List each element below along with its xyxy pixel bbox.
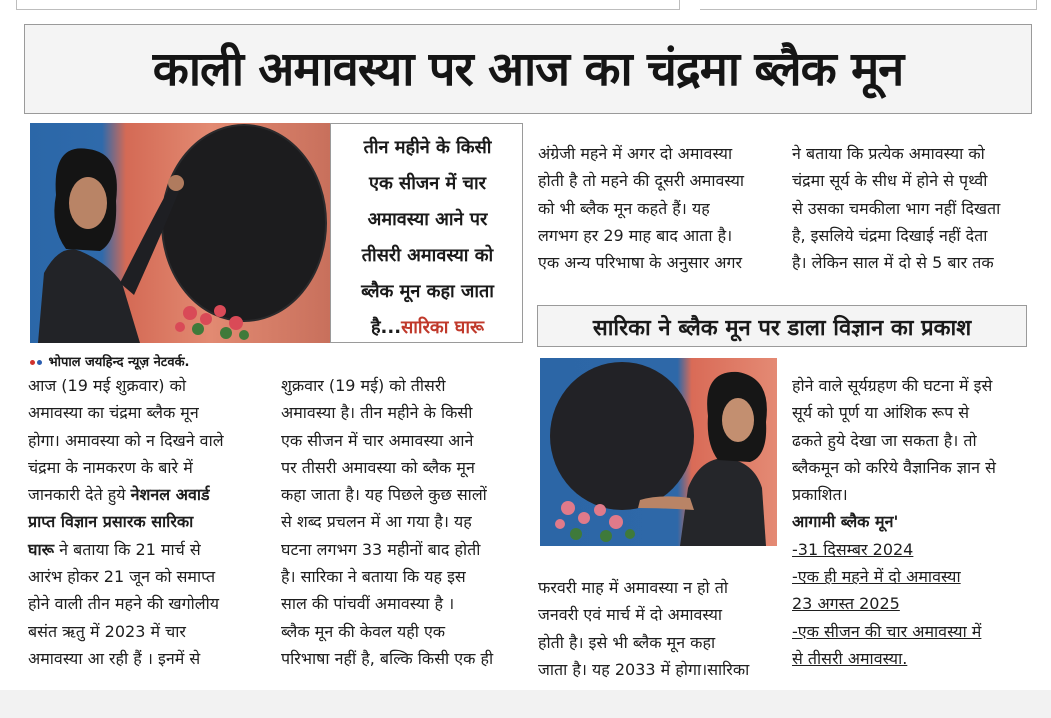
text-span: ने बताया कि 21 मार्च से [54,539,201,559]
upcoming-date-item: -एक सीजन की चार अमावस्या में [792,621,982,641]
text-line: अंग्रेजी महने में अगर दो अमावस्या [538,144,733,163]
byline-text: भोपाल जयहिन्द न्यूज़ नेटवर्क. [48,355,190,370]
text-line: प्रकाशित। [792,485,848,505]
pull-quote-last-line [341,310,514,346]
photo-sarika-holding-black-disc [30,123,330,343]
byline-dot-red-icon [30,360,35,365]
text-line: होगा। अमावस्या को न दिखने वाले [28,430,224,450]
text-line: चंद्रमा सूर्य के सीध में होने से पृथ्वी [792,171,988,191]
text-line: अमावस्या आ रही हैं । इनमें से [28,648,201,668]
text-line: ने बताया कि प्रत्येक अमावस्या को [792,144,985,163]
pull-quote-box [330,123,523,343]
photo-sarika-with-black-moon-model [540,358,777,546]
upcoming-black-moon-title: आगामी ब्लैक मून' [792,512,899,532]
top-rule-left [16,0,680,10]
column-4-top [792,140,1037,276]
pull-quote-line: तीसरी अमावस्या को [361,245,494,266]
text-line: ब्लैकमून को करिये वैज्ञानिक ज्ञान से [792,457,996,477]
upcoming-date-item: -31 दिसम्बर 2024 [792,539,914,559]
headline: काली अमावस्या पर आज का चंद्रमा ब्लैक मून [152,42,904,97]
top-rule-right [700,0,1037,10]
photo2-illustration [540,358,777,546]
column-4-bottom [792,372,1037,672]
text-line: को भी ब्लैक मून कहते हैं। यह [538,198,710,218]
text-line: लगभग हर 29 माह बाद आता है। [538,225,733,245]
column-2 [281,372,529,672]
text-line: है। लेकिन साल में दो से 5 बार तक [792,253,994,273]
text-line: साल की पांचवीं अमावस्या है । [281,594,455,614]
pull-quote-line: एक सीजन में चार [369,173,486,194]
text-line: आरंभ होकर 21 जून को समाप्त [28,567,216,587]
text-line: बसंत ऋतु में 2023 में चार [28,621,186,641]
text-line: होती है तो महने की दूसरी अमावस्या [538,171,745,191]
text-line: एक अन्य परिभाषा के अनुसार अगर [538,253,743,273]
text-line: से शब्द प्रचलन में आ गया है। यह [281,512,472,532]
text-span: जानकारी देते हुये [28,485,131,505]
pull-quote-line: अमावस्या आने पर [367,209,488,230]
text-line: से उसका चमकीला भाग नहीं दिखता [792,198,1001,218]
pull-quote-author: सारिका घारू [401,317,484,338]
text-line: ढकते हुये देखा जा सकता है। तो [792,430,977,450]
upcoming-date-item: -एक ही महने में दो अमावस्या [792,567,961,587]
upcoming-date-item: से तीसरी अमावस्या. [792,648,908,668]
column-3-bottom [538,574,778,683]
text-line: है, इसलिये चंद्रमा दिखाई नहीं देता [792,225,988,245]
text-line: आज (19 मई शुक्रवार) को [28,376,187,395]
byline [30,352,190,370]
text-line: अमावस्या है। तीन महीने के किसी [281,403,473,423]
text-line: जाता है। यह 2033 में होगा।सारिका [538,659,750,679]
headline-box [24,24,1032,114]
text-line: शुक्रवार (19 मई) को तीसरी [281,376,446,395]
column-3-top [538,140,778,276]
pull-quote [341,130,514,346]
bold-text-line: प्राप्त विज्ञान प्रसारक सारिका [28,512,194,532]
text-line: सूर्य को पूर्ण या आंशिक रूप से [792,403,970,423]
upcoming-date-item: 23 अगस्त 2025 [792,594,900,614]
text-line [28,481,260,508]
text-line: होती है। इसे भी ब्लैक मून कहा [538,632,716,652]
text-line: एक सीजन में चार अमावस्या आने [281,430,474,450]
byline-dot-blue-icon [37,360,42,365]
bottom-bar [0,690,1051,718]
text-line: जनवरी एवं मार्च में दो अमावस्या [538,605,723,625]
column-1 [28,372,260,672]
pull-quote-prefix: है... [371,317,402,338]
bold-text: घारू [28,539,55,559]
text-line [28,536,260,563]
pull-quote-line: तीन महीने के किसी [363,137,492,158]
text-line: घटना लगभग 33 महीनों बाद होती [281,539,481,559]
text-line: अमावस्या का चंद्रमा ब्लैक मून [28,403,199,423]
text-line: है। सारिका ने बताया कि यह इस [281,567,466,587]
text-line: होने वाले सूर्यग्रहण की घटना में इसे [792,376,993,395]
pull-quote-line: ब्लैक मून कहा जाता [361,281,494,302]
text-line: ब्लैक मून की केवल यही एक [281,621,446,641]
photo1-illustration [30,123,330,343]
text-line: चंद्रमा के नामकरण के बारे में [28,457,193,477]
text-line: फरवरी माह में अमावस्या न हो तो [538,578,729,597]
subheadline: सारिका ने ब्लैक मून पर डाला विज्ञान का प्रकाश [592,316,972,341]
text-line: परिभाषा नहीं है, बल्कि किसी एक ही [281,648,494,668]
text-line: होने वाली तीन महने की खगोलीय [28,594,220,614]
bold-text: नेशनल अवार्ड [130,485,210,505]
subheadline-box [537,305,1027,347]
text-line: पर तीसरी अमावस्या को ब्लैक मून [281,457,475,477]
text-line: कहा जाता है। यह पिछले कुछ सालों [281,485,487,505]
